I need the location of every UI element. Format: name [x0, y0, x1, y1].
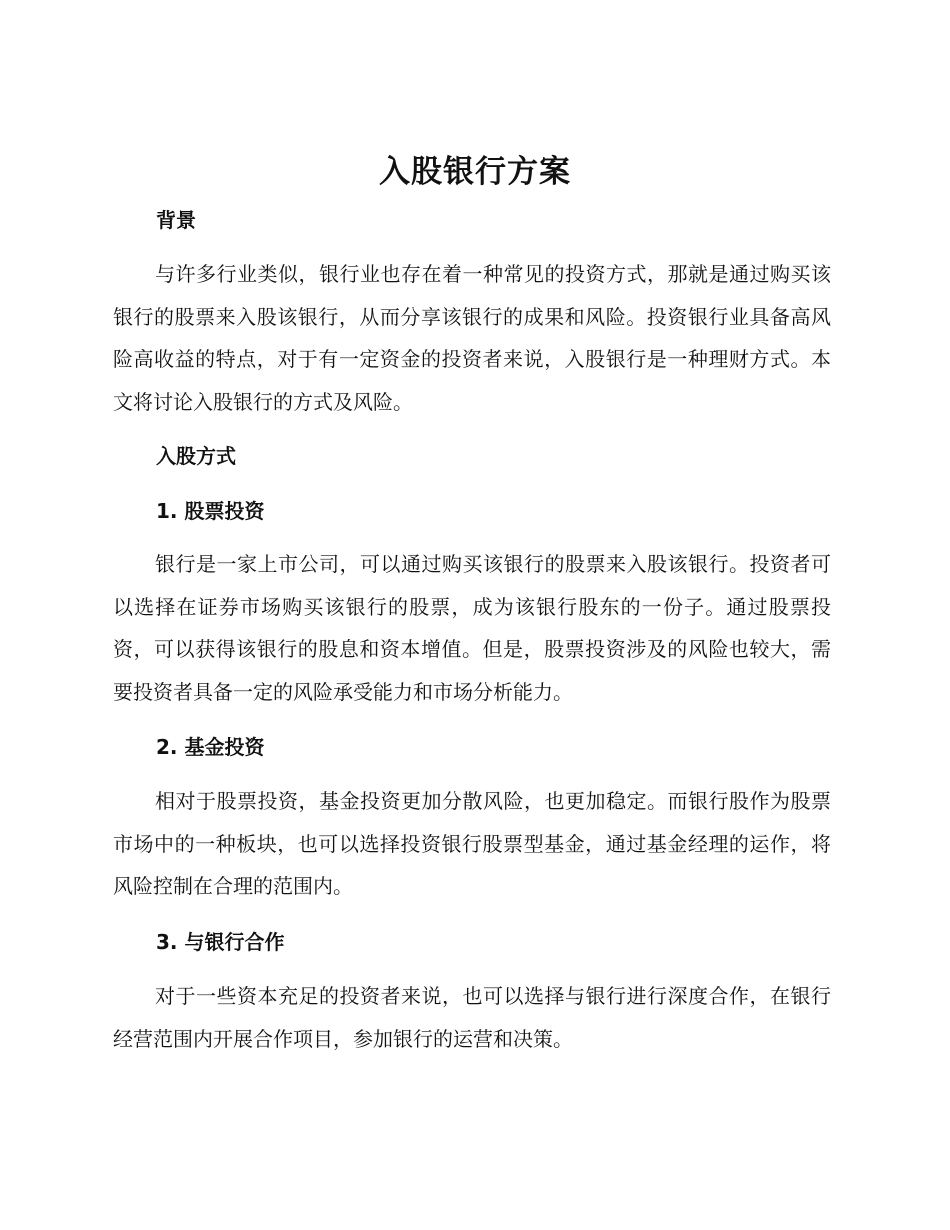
paragraph-fund: 相对于股票投资，基金投资更加分散风险，也更加稳定。而银行股作为股票市场中的一种板块，也可以选择投资银行股票型基金，通过基金经理的运作，将风险控制在合理的范围内。	[113, 789, 831, 899]
section-heading-methods: 入股方式	[156, 444, 236, 468]
section-heading-cooperation: 3. 与银行合作	[156, 930, 285, 954]
section-heading-background: 背景	[156, 208, 196, 232]
section-heading-stock: 1. 股票投资	[156, 499, 265, 523]
paragraph-cooperation: 对于一些资本充足的投资者来说，也可以选择与银行进行深度合作，在银行经营范围内开展合作项目，参加银行的运营和决策。	[113, 984, 831, 1051]
section-heading-fund: 2. 基金投资	[156, 735, 265, 759]
paragraph-background: 与许多行业类似，银行业也存在着一种常见的投资方式，那就是通过购买该银行的股票来入股该银行，从而分享该银行的成果和风险。投资银行业具备高风险高收益的特点，对于有一定资金的投资者来说，入股银行是一种理财方式。本文将讨论入股银行的方式及风险。	[113, 262, 831, 415]
paragraph-stock: 银行是一家上市公司，可以通过购买该银行的股票来入股该银行。投资者可以选择在证券市场购买该银行的股票，成为该银行股东的一份子。通过股票投资，可以获得该银行的股息和资本增值。但是，股票投资涉及的风险也较大，需要投资者具备一定的风险承受能力和市场分析能力。	[113, 552, 831, 705]
page-title: 入股银行方案	[379, 154, 571, 190]
